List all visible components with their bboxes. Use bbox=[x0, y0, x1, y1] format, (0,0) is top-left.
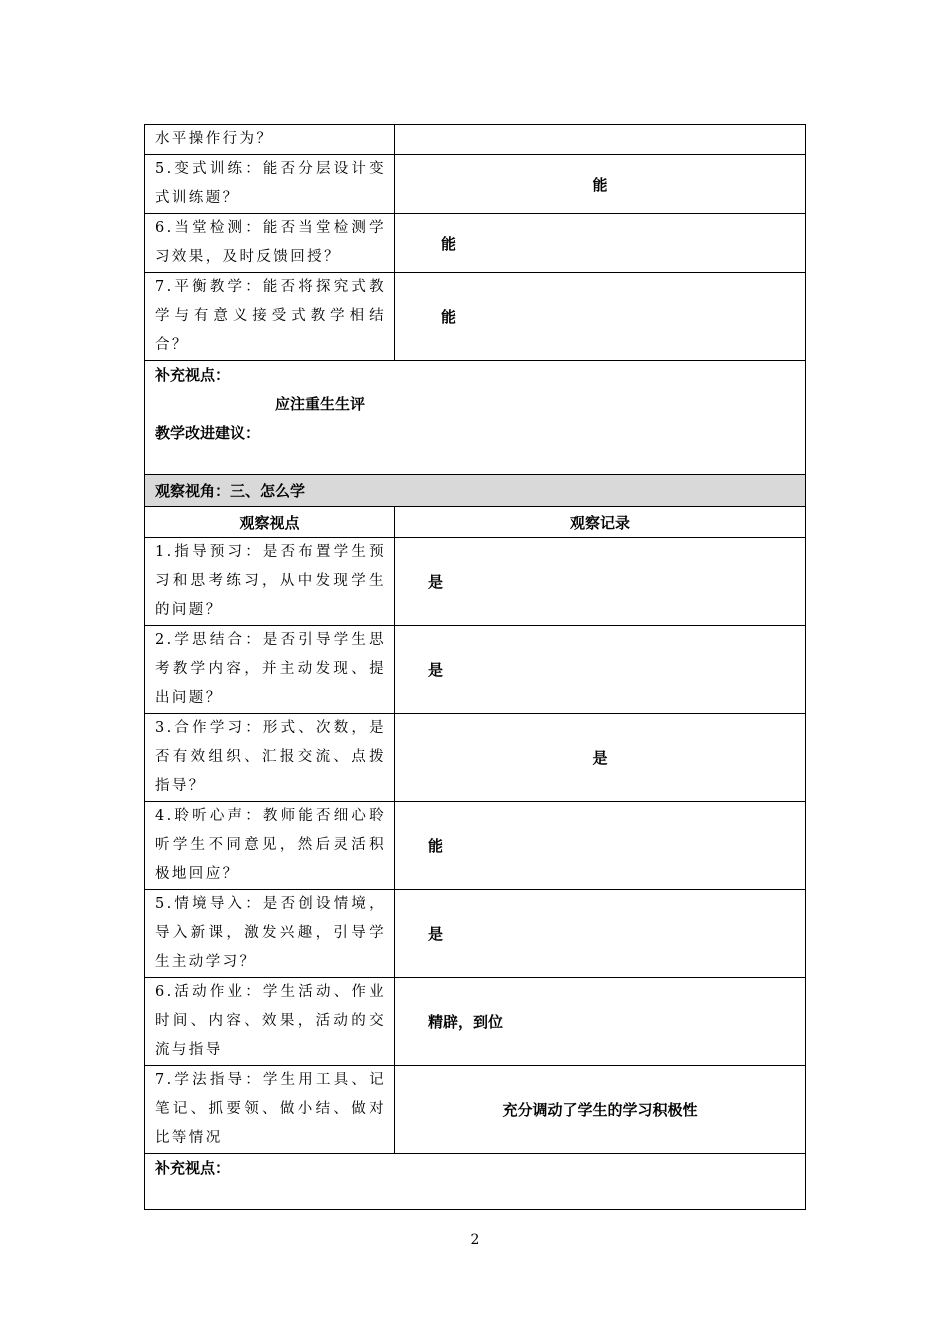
observation-point: 4.聆听心声：教师能否细心聆听学生不同意见，然后灵活积极地回应？ bbox=[145, 802, 395, 890]
supplement-row bbox=[145, 361, 806, 475]
header-row bbox=[145, 507, 806, 538]
observation-point: 7.学法指导：学生用工具、记笔记、抓要领、做小结、做对比等情况 bbox=[145, 1066, 395, 1154]
table-row bbox=[145, 890, 806, 978]
observation-point: 6.当堂检测：能否当堂检测学习效果，及时反馈回授？ bbox=[145, 214, 395, 273]
observation-record: 是 bbox=[395, 714, 806, 802]
supplement-content: 应注重生生评 bbox=[275, 395, 366, 413]
observation-record: 是 bbox=[395, 626, 806, 714]
observation-record: 是 bbox=[395, 890, 806, 978]
observation-record: 能 bbox=[395, 802, 806, 890]
observation-record: 能 bbox=[395, 155, 806, 214]
observation-record: 是 bbox=[395, 538, 806, 626]
table-row bbox=[145, 273, 806, 361]
supplement-row bbox=[145, 1154, 806, 1210]
observation-table bbox=[144, 124, 806, 1210]
observation-point: 2.学思结合：是否引导学生思考教学内容，并主动发现、提出问题？ bbox=[145, 626, 395, 714]
observation-record: 充分调动了学生的学习积极性 bbox=[395, 1066, 806, 1154]
observation-point: 1.指导预习：是否布置学生预习和思考练习，从中发现学生的问题？ bbox=[145, 538, 395, 626]
observation-record: 能 bbox=[395, 214, 806, 273]
table-row bbox=[145, 714, 806, 802]
observation-point: 7.平衡教学：能否将探究式教学与有意义接受式教学相结合？ bbox=[145, 273, 395, 361]
table-row bbox=[145, 626, 806, 714]
table-row bbox=[145, 125, 806, 155]
table-row bbox=[145, 538, 806, 626]
table-row bbox=[145, 214, 806, 273]
observation-point: 水平操作行为？ bbox=[145, 125, 395, 155]
page-number: 2 bbox=[470, 1232, 480, 1248]
supplement-label: 补充视点： bbox=[155, 1159, 231, 1177]
observation-record: 能 bbox=[395, 273, 806, 361]
supplement-cell bbox=[145, 361, 806, 475]
table-row bbox=[145, 1066, 806, 1154]
observation-record: 精辟，到位 bbox=[395, 978, 806, 1066]
observation-point: 6.活动作业：学生活动、作业时间、内容、效果，活动的交流与指导 bbox=[145, 978, 395, 1066]
observation-record bbox=[395, 125, 806, 155]
column-header-point: 观察视点 bbox=[145, 507, 395, 538]
observation-point: 5.情境导入：是否创设情境，导入新课，激发兴趣，引导学生主动学习？ bbox=[145, 890, 395, 978]
supplement-label: 补充视点： bbox=[155, 366, 231, 384]
observation-point: 5.变式训练：能否分层设计变式训练题？ bbox=[145, 155, 395, 214]
observation-point: 3.合作学习：形式、次数，是否有效组织、汇报交流、点拨指导？ bbox=[145, 714, 395, 802]
table-row bbox=[145, 802, 806, 890]
column-header-record: 观察记录 bbox=[395, 507, 806, 538]
table-row bbox=[145, 155, 806, 214]
section-row bbox=[145, 475, 806, 507]
improvement-label: 教学改进建议： bbox=[155, 424, 261, 442]
section-title: 观察视角：三、怎么学 bbox=[145, 475, 806, 507]
supplement-cell bbox=[145, 1154, 806, 1210]
table-row bbox=[145, 978, 806, 1066]
